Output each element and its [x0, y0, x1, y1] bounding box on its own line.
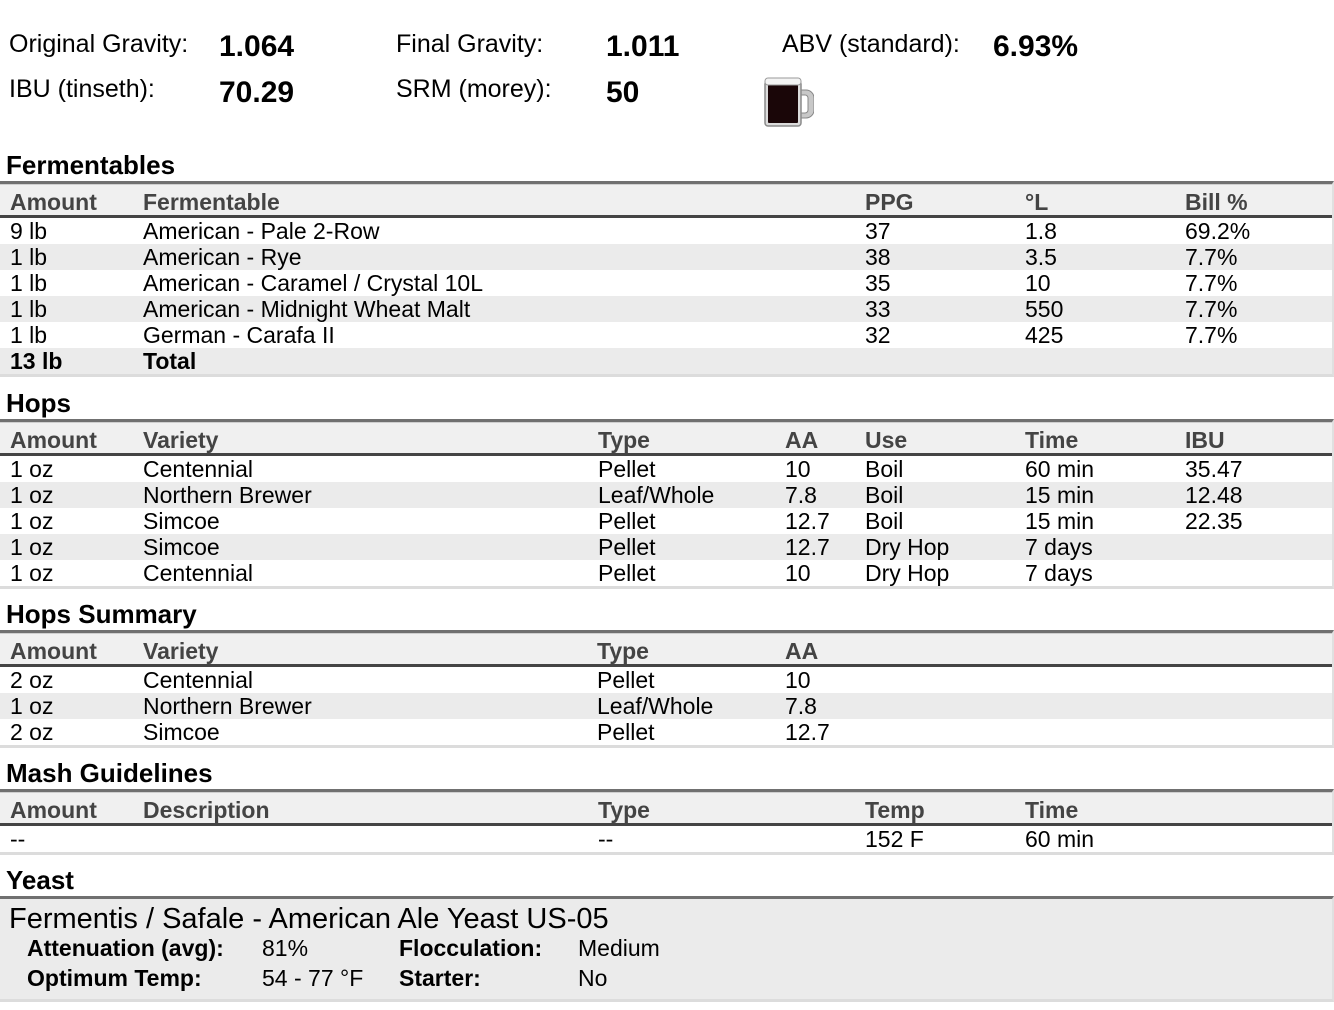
- cell-variety: Simcoe: [143, 719, 220, 745]
- total-label: Total: [143, 348, 197, 374]
- hops-title: Hops: [6, 388, 71, 418]
- cell-type: Pellet: [598, 456, 656, 482]
- total-row: [0, 348, 1332, 374]
- cell-amount: 1 oz: [10, 534, 54, 560]
- cell-ppg: 33: [865, 296, 891, 322]
- cell-amount: 1 oz: [10, 560, 54, 586]
- cell-type: Pellet: [597, 667, 655, 693]
- header-amount: Amount: [10, 427, 97, 453]
- beer-mug-icon: [764, 76, 814, 128]
- table-row: [0, 560, 1332, 586]
- cell-time: 15 min: [1025, 508, 1095, 534]
- cell-lovibond: 550: [1025, 296, 1064, 322]
- cell-fermentable: American - Caramel / Crystal 10L: [143, 270, 483, 296]
- hops-table: [0, 419, 1334, 589]
- hops-summary-table: [0, 630, 1334, 748]
- starter-value: No: [578, 965, 608, 991]
- table-header: [0, 184, 1332, 218]
- cell-amount: 1 lb: [10, 244, 48, 270]
- cell-fermentable: American - Pale 2-Row: [143, 218, 380, 244]
- cell-time: 7 days: [1025, 560, 1093, 586]
- header-bill-percent: Bill %: [1185, 189, 1248, 215]
- table-row: [0, 719, 1332, 745]
- header-amount: Amount: [10, 638, 97, 664]
- header-variety: Variety: [143, 427, 219, 453]
- cell-lovibond: 3.5: [1025, 244, 1057, 270]
- srm-value: 50: [606, 76, 640, 109]
- header-use: Use: [865, 427, 908, 453]
- table-row: [0, 693, 1332, 719]
- ibu-label: IBU (tinseth):: [9, 75, 155, 103]
- table-header: [0, 422, 1332, 456]
- table-header: [0, 633, 1332, 667]
- cell-ppg: 35: [865, 270, 891, 296]
- cell-type: --: [598, 826, 614, 852]
- cell-amount: 1 oz: [10, 508, 54, 534]
- hops-summary-title: Hops Summary: [6, 599, 197, 629]
- mash-table: [0, 789, 1334, 855]
- cell-variety: Simcoe: [143, 534, 220, 560]
- flocculation-label: Flocculation:: [399, 935, 543, 961]
- header-description: Description: [143, 797, 270, 823]
- abv-label: ABV (standard):: [782, 30, 960, 58]
- cell-type: Pellet: [598, 560, 656, 586]
- cell-amount: 2 oz: [10, 719, 54, 745]
- header-temp: Temp: [865, 797, 925, 823]
- cell-fermentable: American - Rye: [143, 244, 302, 270]
- cell-lovibond: 1.8: [1025, 218, 1057, 244]
- fg-label: Final Gravity:: [396, 30, 544, 58]
- cell-lovibond: 425: [1025, 322, 1064, 348]
- cell-aa: 10: [785, 456, 811, 482]
- table-row: [0, 296, 1332, 322]
- header-time: Time: [1025, 427, 1079, 453]
- header-ibu: IBU: [1185, 427, 1225, 453]
- table-row: [0, 244, 1332, 270]
- og-label: Original Gravity:: [9, 30, 189, 58]
- fermentables-table: [0, 181, 1334, 377]
- cell-aa: 10: [785, 667, 811, 693]
- header-amount: Amount: [10, 797, 97, 823]
- cell-amount: 1 lb: [10, 322, 48, 348]
- attenuation-value: 81%: [262, 935, 309, 961]
- yeast-card: [0, 896, 1334, 1002]
- og-value: 1.064: [219, 30, 295, 63]
- header-type: Type: [598, 427, 650, 453]
- optimum-temp-label: Optimum Temp:: [27, 965, 202, 991]
- table-row: [0, 270, 1332, 296]
- cell-bill-percent: 7.7%: [1185, 244, 1238, 270]
- cell-use: Boil: [865, 482, 904, 508]
- cell-bill-percent: 7.7%: [1185, 270, 1238, 296]
- cell-type: Pellet: [598, 508, 656, 534]
- cell-time: 7 days: [1025, 534, 1093, 560]
- attenuation-label: Attenuation (avg):: [27, 935, 224, 961]
- table-row: [0, 508, 1332, 534]
- flocculation-value: Medium: [578, 935, 660, 961]
- header-time: Time: [1025, 797, 1079, 823]
- cell-amount: 2 oz: [10, 667, 54, 693]
- table-row: [0, 667, 1332, 693]
- cell-bill-percent: 7.7%: [1185, 296, 1238, 322]
- cell-aa: 12.7: [785, 534, 830, 560]
- cell-use: Boil: [865, 456, 904, 482]
- table-row: [0, 218, 1332, 244]
- yeast-title: Yeast: [6, 865, 74, 895]
- cell-aa: 12.7: [785, 508, 830, 534]
- cell-amount: 1 lb: [10, 270, 48, 296]
- mash-title: Mash Guidelines: [6, 758, 213, 788]
- header-amount: Amount: [10, 189, 97, 215]
- table-row: [0, 456, 1332, 482]
- cell-aa: 7.8: [785, 482, 817, 508]
- cell-use: Dry Hop: [865, 560, 950, 586]
- header-aa: AA: [785, 427, 819, 453]
- table-row: [0, 322, 1332, 348]
- abv-value: 6.93%: [993, 30, 1079, 63]
- cell-time: 60 min: [1025, 826, 1095, 852]
- cell-amount: 1 oz: [10, 456, 54, 482]
- cell-fermentable: American - Midnight Wheat Malt: [143, 296, 471, 322]
- starter-label: Starter:: [399, 965, 481, 991]
- cell-amount: 1 lb: [10, 296, 48, 322]
- cell-ibu: 12.48: [1185, 482, 1243, 508]
- cell-amount: 1 oz: [10, 693, 54, 719]
- cell-aa: 10: [785, 560, 811, 586]
- header-ppg: PPG: [865, 189, 914, 215]
- cell-lovibond: 10: [1025, 270, 1051, 296]
- cell-use: Dry Hop: [865, 534, 950, 560]
- cell-type: Leaf/Whole: [597, 693, 714, 719]
- cell-ppg: 32: [865, 322, 891, 348]
- cell-type: Pellet: [597, 719, 655, 745]
- cell-amount: 1 oz: [10, 482, 54, 508]
- cell-type: Leaf/Whole: [598, 482, 715, 508]
- cell-amount: --: [10, 826, 26, 852]
- cell-ibu: 22.35: [1185, 508, 1243, 534]
- cell-ppg: 37: [865, 218, 891, 244]
- ibu-value: 70.29: [219, 76, 295, 109]
- header-type: Type: [597, 638, 649, 664]
- cell-use: Boil: [865, 508, 904, 534]
- header-type: Type: [598, 797, 650, 823]
- cell-variety: Northern Brewer: [143, 693, 312, 719]
- table-row: [0, 826, 1332, 852]
- cell-temp: 152 F: [865, 826, 924, 852]
- cell-time: 60 min: [1025, 456, 1095, 482]
- cell-ppg: 38: [865, 244, 891, 270]
- cell-variety: Simcoe: [143, 508, 220, 534]
- fermentables-title: Fermentables: [6, 150, 176, 180]
- cell-ibu: 35.47: [1185, 456, 1243, 482]
- header-variety: Variety: [143, 638, 219, 664]
- cell-variety: Centennial: [143, 456, 253, 482]
- fg-value: 1.011: [606, 30, 680, 63]
- cell-variety: Northern Brewer: [143, 482, 312, 508]
- cell-aa: 7.8: [785, 693, 817, 719]
- optimum-temp-value: 54 - 77 °F: [262, 965, 364, 991]
- cell-variety: Centennial: [143, 667, 253, 693]
- table-header: [0, 792, 1332, 826]
- total-amount: 13 lb: [10, 348, 63, 374]
- header-aa: AA: [785, 638, 819, 664]
- cell-bill-percent: 7.7%: [1185, 322, 1238, 348]
- cell-variety: Centennial: [143, 560, 253, 586]
- table-row: [0, 534, 1332, 560]
- cell-fermentable: German - Carafa II: [143, 322, 335, 348]
- header-lovibond: °L: [1025, 189, 1049, 215]
- srm-label: SRM (morey):: [396, 75, 552, 103]
- cell-bill-percent: 69.2%: [1185, 218, 1251, 244]
- cell-type: Pellet: [598, 534, 656, 560]
- beer-color-fill: [768, 85, 798, 123]
- header-fermentable: Fermentable: [143, 189, 280, 215]
- yeast-name: Fermentis / Safale - American Ale Yeast US-05: [9, 903, 609, 935]
- cell-aa: 12.7: [785, 719, 830, 745]
- cell-amount: 9 lb: [10, 218, 48, 244]
- table-row: [0, 482, 1332, 508]
- cell-time: 15 min: [1025, 482, 1095, 508]
